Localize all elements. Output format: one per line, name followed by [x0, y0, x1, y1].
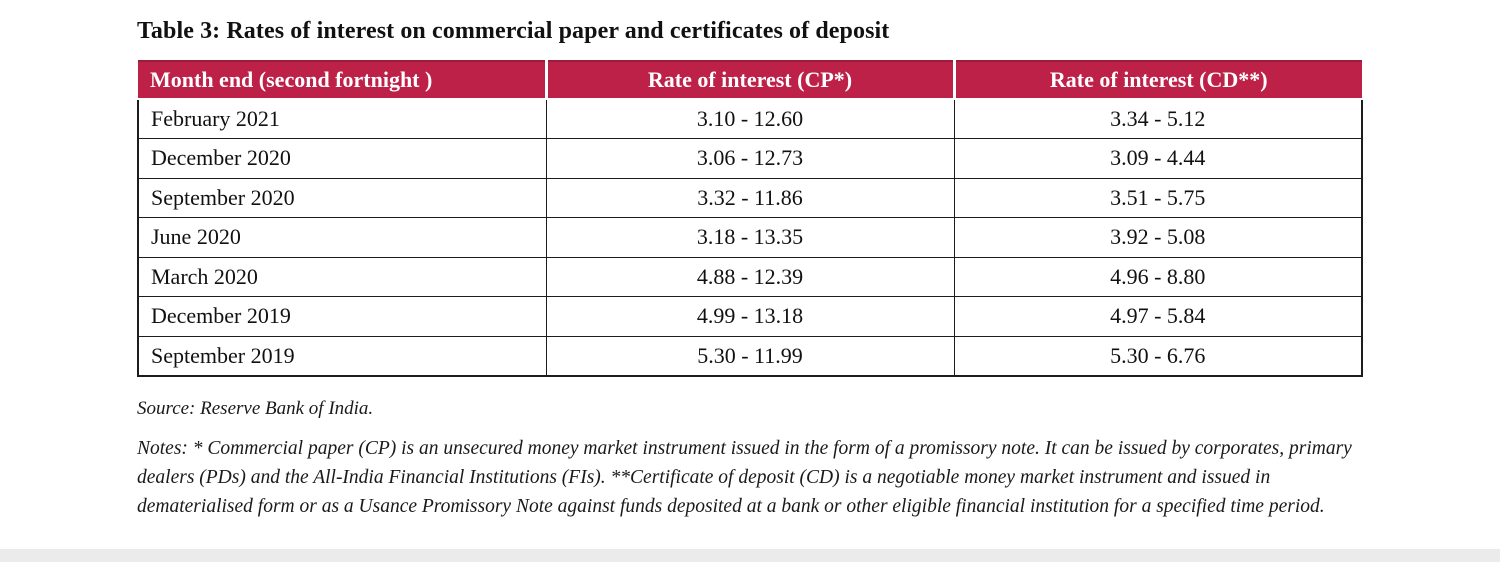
table-row [138, 178, 1362, 218]
month-cell: February 2021 [138, 99, 546, 139]
footer-bar [0, 549, 1500, 562]
cd-rate-cell: 4.96 - 8.80 [954, 257, 1362, 297]
cp-rate-cell: 3.18 - 13.35 [546, 218, 954, 258]
month-cell: September 2020 [138, 178, 546, 218]
cd-rate-cell: 3.92 - 5.08 [954, 218, 1362, 258]
month-cell: December 2020 [138, 139, 546, 179]
page-title: Table 3: Rates of interest on commercial paper and certificates of deposit [137, 18, 890, 44]
column-header-month-end: Month end (second fortnight ) [138, 61, 546, 99]
cd-rate-cell: 3.34 - 5.12 [954, 99, 1362, 139]
table-row [138, 99, 1362, 139]
cp-rate-cell: 3.06 - 12.73 [546, 139, 954, 179]
column-header-rate-cp: Rate of interest (CP*) [546, 61, 954, 99]
table-row [138, 336, 1362, 376]
cd-rate-cell: 5.30 - 6.76 [954, 336, 1362, 376]
cp-rate-cell: 4.99 - 13.18 [546, 297, 954, 337]
month-cell: December 2019 [138, 297, 546, 337]
month-cell: September 2019 [138, 336, 546, 376]
table-row [138, 297, 1362, 337]
cp-rate-cell: 4.88 - 12.39 [546, 257, 954, 297]
table-row [138, 218, 1362, 258]
rates-table [137, 60, 1363, 377]
cp-rate-cell: 3.32 - 11.86 [546, 178, 954, 218]
month-cell: March 2020 [138, 257, 546, 297]
cd-rate-cell: 3.09 - 4.44 [954, 139, 1362, 179]
cd-rate-cell: 4.97 - 5.84 [954, 297, 1362, 337]
notes-paragraph: Notes: * Commercial paper (CP) is an unsecured money market instrument issued in the form of a promissory note. It can be issued by corporates, primary dealers (PDs) and the All-India Financial Institutions (FIs). **Certificate of deposit (CD) is a negotiable money market instrument and issued in dematerialised form or as a Usance Promissory Note against funds deposited at a bank or other eligible financial institution for a specified time period. [137, 437, 1352, 517]
table-row [138, 139, 1362, 179]
table-header-row [138, 61, 1362, 99]
cp-rate-cell: 3.10 - 12.60 [546, 99, 954, 139]
table-row [138, 257, 1362, 297]
document-content [137, 18, 1363, 521]
month-cell: June 2020 [138, 218, 546, 258]
column-header-rate-cd: Rate of interest (CD**) [954, 61, 1362, 99]
cp-rate-cell: 5.30 - 11.99 [546, 336, 954, 376]
cd-rate-cell: 3.51 - 5.75 [954, 178, 1362, 218]
source-note: Source: Reserve Bank of India. [137, 397, 374, 419]
